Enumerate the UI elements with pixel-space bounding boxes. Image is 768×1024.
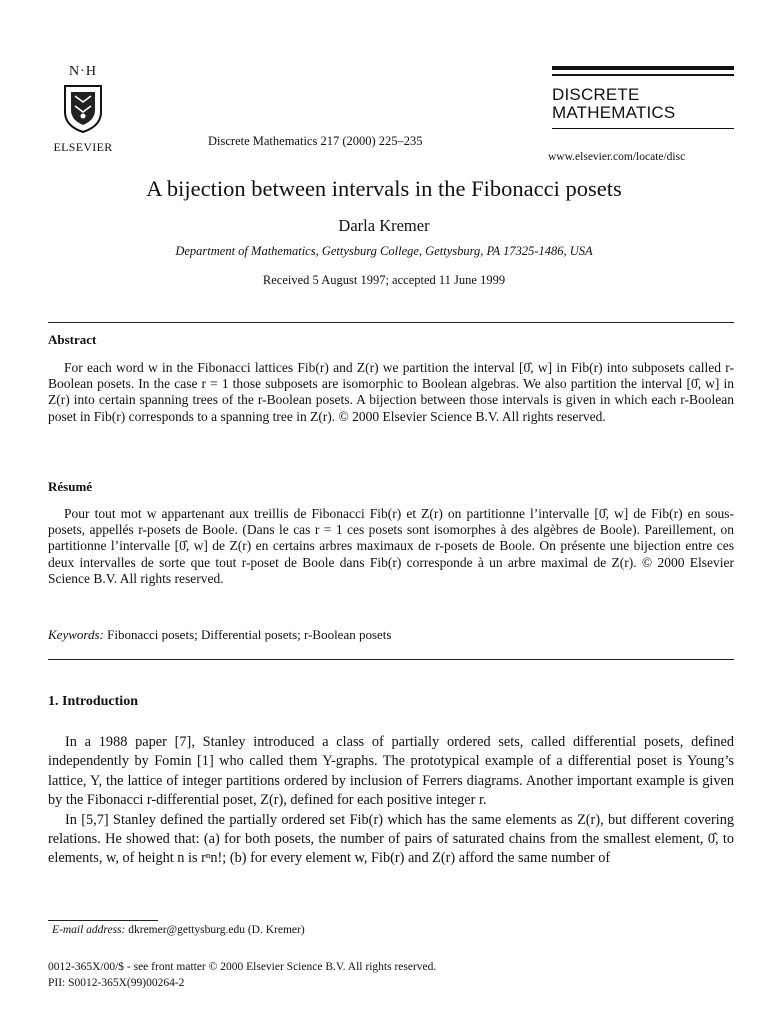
copyright-line: 0012-365X/00/$ - see front matter © 2000 Elsevier Science B.V. All rights reserved. — [48, 961, 437, 973]
abstract-bottom-rule — [48, 659, 734, 660]
keywords — [48, 627, 391, 643]
masthead-rule-bottom — [552, 128, 734, 129]
author-affiliation: Department of Mathematics, Gettysburg College, Gettysburg, PA 17325-1486, USA — [175, 244, 593, 258]
received-dates: Received 5 August 1997; accepted 11 June 1999 — [262, 273, 506, 287]
introduction-body — [48, 733, 734, 869]
imprint-mark: N·H — [69, 64, 97, 79]
abstract-text: For each word w in the Fibonacci lattices Fib(r) and Z(r) we partition the interval [0̂, w] in Fib(r) into subposets called r-Boolean posets. In the case r = 1 those subposets are isomorphic to Boolean algebras. We also partition the interval [0̂, w] in Z(r) into certain spanning trees of the r-Boolean posets. A bijection between those intervals is given in which each r-Boolean poset in Fib(r) corresponds to a spanning tree in Z(r). © 2000 Elsevier Science B.V. All rights reserved. — [48, 360, 734, 424]
introduction-paragraph: In a 1988 paper [7], Stanley introduced a class of partially ordered sets, called differential posets, defined independently by Fomin [1] who called them Y-graphs. The prototypical example of a differential poset is Young’s lattice, Y, the lattice of integer partitions ordered by inclusion of Ferrers diagrams. Another important example is given by the Fibonacci r-differential poset, Z(r), defined for each positive integer r. — [48, 734, 734, 809]
journal-name-line1: DISCRETE — [552, 85, 640, 104]
keywords-label: Keywords: — [48, 627, 104, 642]
article-author: Darla Kremer — [338, 216, 430, 235]
introduction-heading: 1. Introduction — [48, 694, 138, 709]
masthead-rule-thin — [552, 74, 734, 76]
article-title: A bijection between intervals in the Fibonacci posets — [146, 176, 622, 201]
resume-body — [48, 506, 734, 587]
journal-url: www.elsevier.com/locate/disc — [548, 151, 686, 163]
masthead-rule-thick — [552, 66, 734, 70]
resume-heading: Résumé — [48, 479, 93, 494]
publisher-logo — [48, 64, 118, 155]
journal-name-line2: MATHEMATICS — [552, 103, 676, 122]
journal-reference: Discrete Mathematics 217 (2000) 225–235 — [208, 134, 423, 148]
footnote-email — [52, 924, 305, 936]
front-matter — [48, 960, 436, 991]
email-address: dkremer@gettysburg.edu (D. Kremer) — [128, 924, 305, 936]
abstract-body — [48, 360, 734, 425]
pii-line: PII: S0012-365X(99)00264-2 — [48, 976, 185, 989]
introduction-paragraph: In [5,7] Stanley defined the partially ordered set Fib(r) which has the same elements as Z(r), but different covering relations. He showed that: (a) for both posets, the number of pairs of saturated chains from the smallest element, 0̂, to elements, w, of height n is rⁿn!; (b) for every element w, Fib(r) and Z(r) afford the same number of — [48, 811, 734, 867]
publisher-name: ELSEVIER — [53, 140, 113, 154]
resume-text: Pour tout mot w appartenant aux treillis de Fibonacci Fib(r) et Z(r) on partitionne l’intervalle [0̂, w] de Fib(r) en sous-posets, appellés r-posets de Boole. (Dans le cas r = 1 ces posets sont isomorphes à des algèbres de Boole). Pareillement, on partitionne l’intervalle [0̂, w] de Z(r) en certains arbres maximaux de r-posets de Boole. On présente une bijection entre ces deux intervalles de sorte que tout r-poset de Boole dans Fib(r) corresponde à un arbre maximal de Z(r). © 2000 Elsevier Science B.V. All rights reserved. — [48, 506, 734, 586]
keywords-text: Fibonacci posets; Differential posets; r-Boolean posets — [107, 627, 392, 642]
abstract-top-rule — [48, 322, 734, 323]
abstract-heading: Abstract — [48, 332, 97, 347]
elsevier-tree-icon — [61, 82, 105, 134]
email-label: E-mail address: — [52, 924, 126, 936]
journal-name — [552, 86, 734, 122]
footnote-rule — [48, 920, 158, 921]
